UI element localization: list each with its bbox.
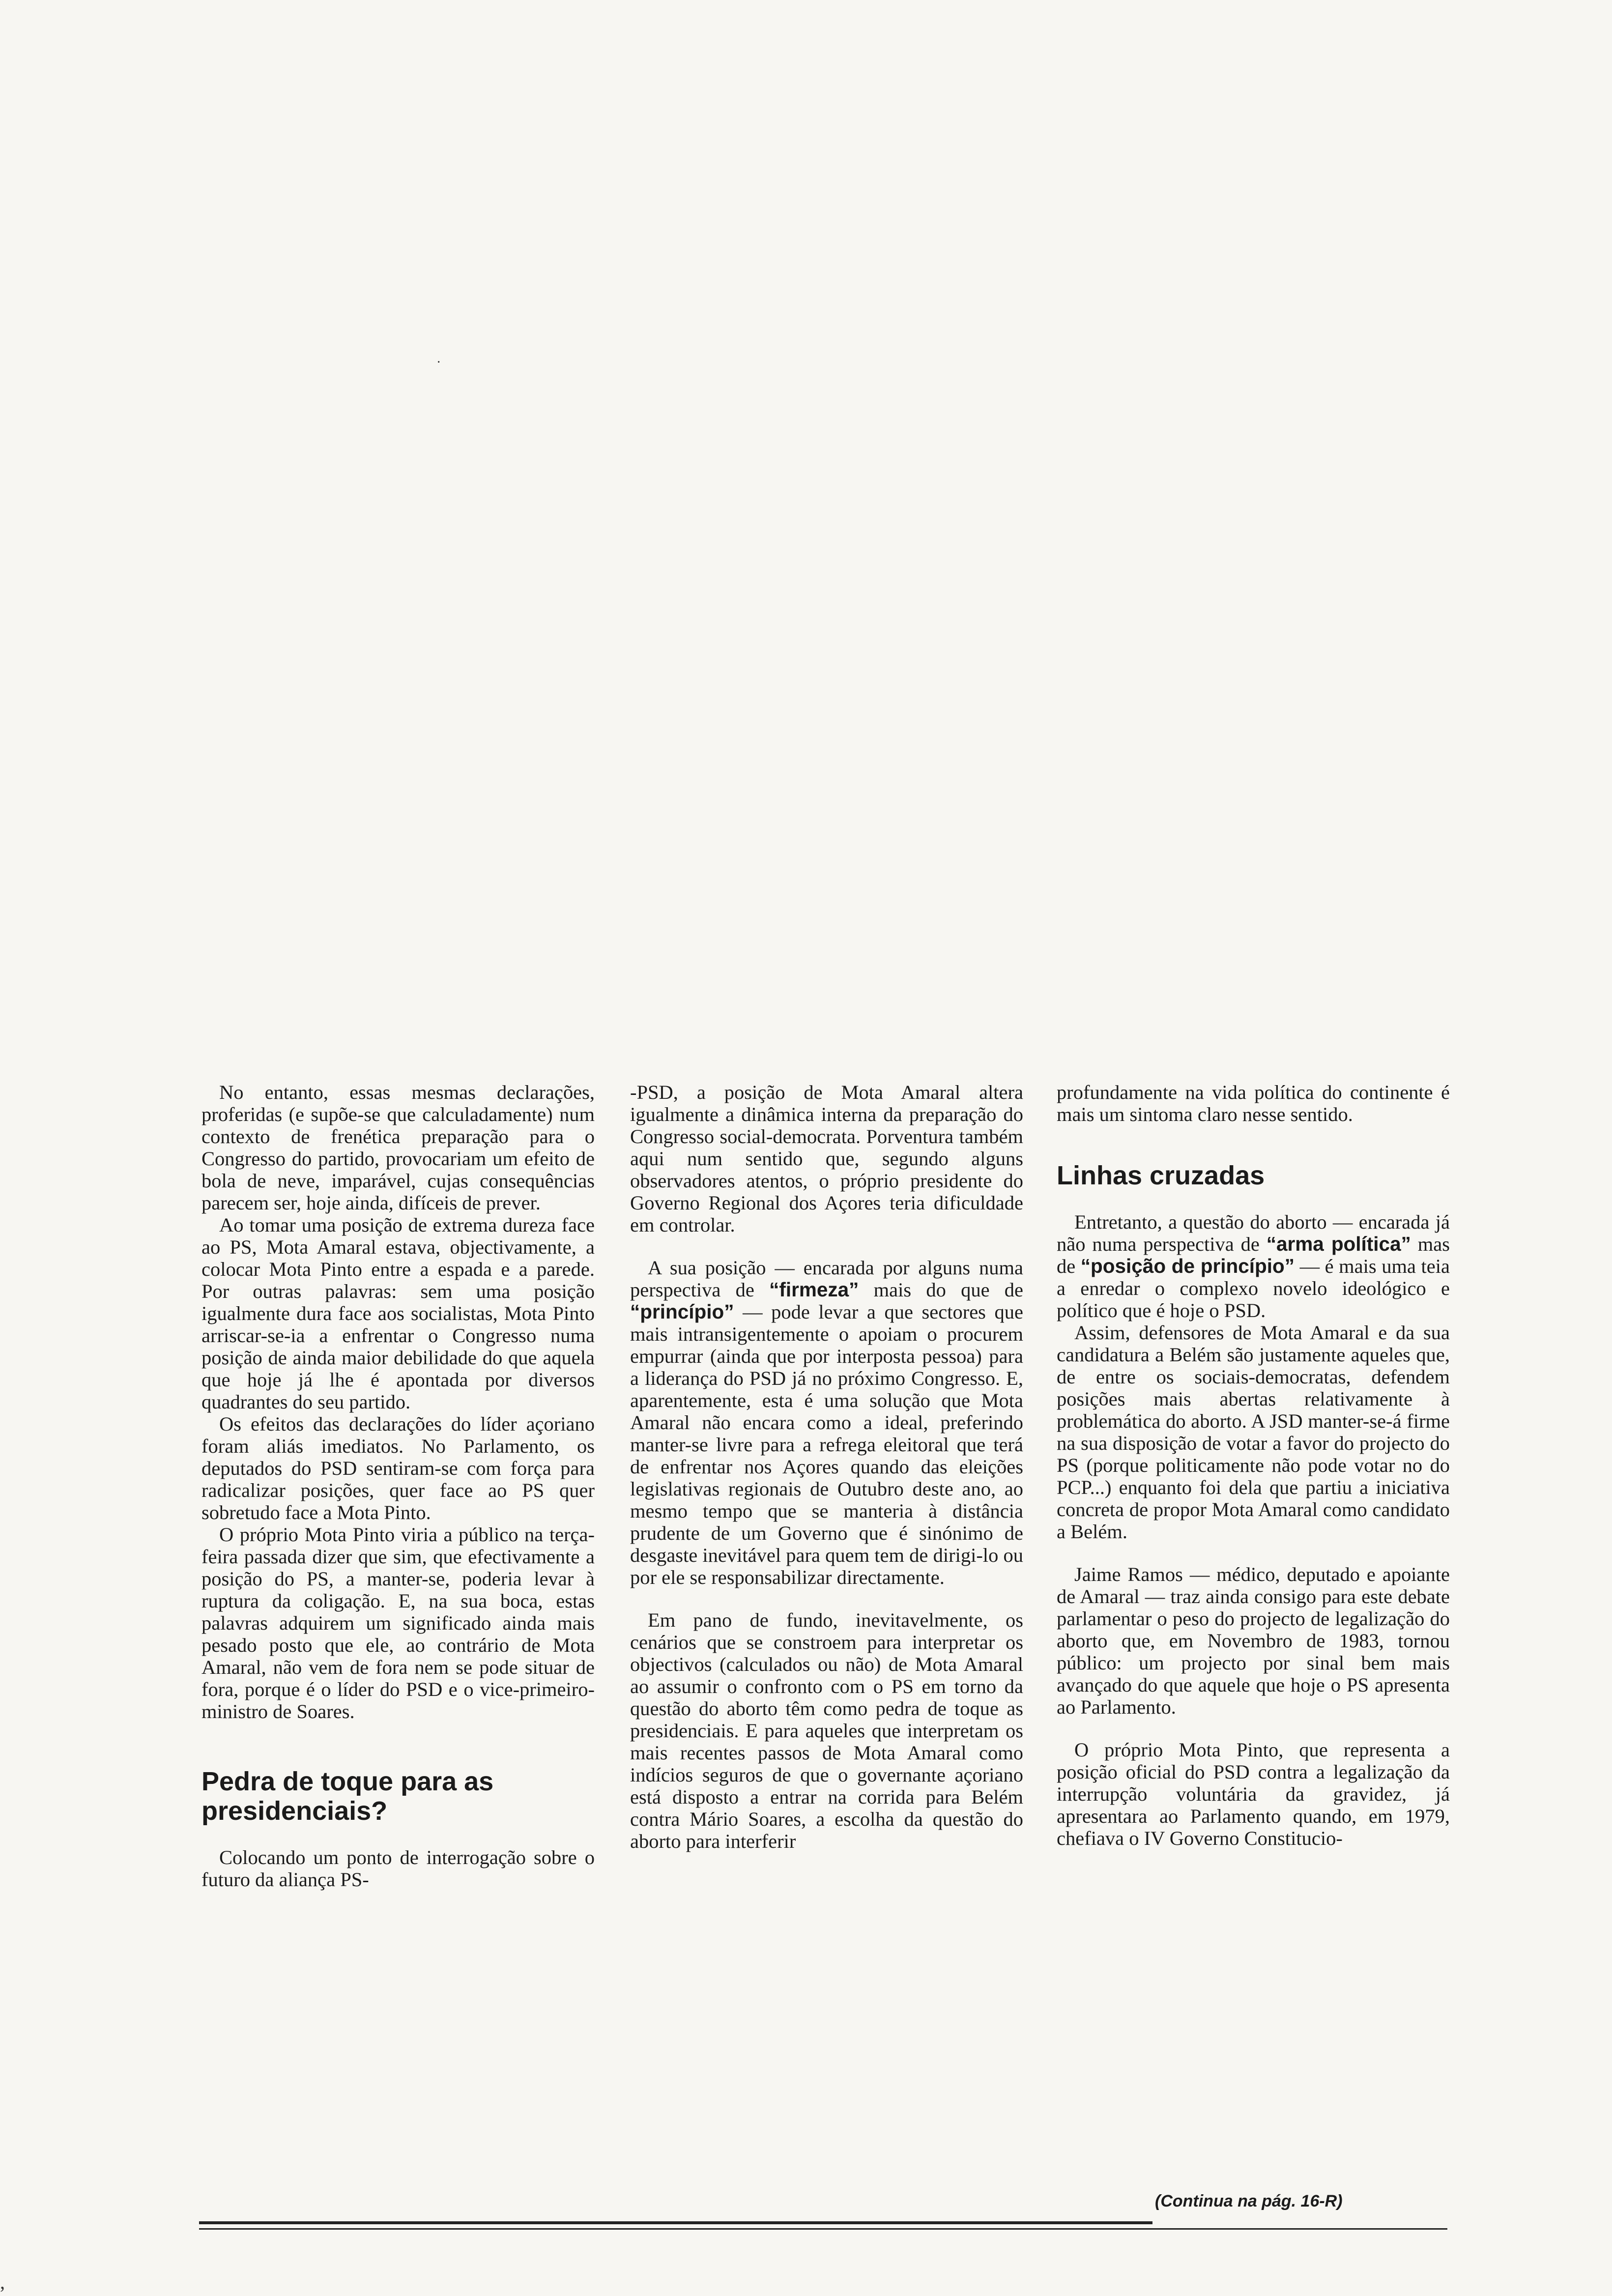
emphasis-posicao-de-principio: “posição de princípio”	[1080, 1255, 1295, 1277]
text-run: A sua posição — encarada por alguns numa perspectiva de	[630, 1257, 1023, 1301]
paragraph: No entanto, essas mesmas declarações, proferidas (e supõe-se que calculadamente) num contexto de frenética preparação para o Congresso do partido, provocariam um efeito de bola de neve, imparável, cujas consequências parecem ser, hoje ainda, difíceis de prever.	[202, 1081, 595, 1214]
section-heading: Linhas cruzadas	[1057, 1161, 1265, 1190]
paragraph: Em pano de fundo, inevitavelmente, os cenários que se constroem para interpretar os objectivos (calculados ou não) de Mota Amaral ao assumir o confronto com o PS em torno da questão do aborto têm como pedra de toque as presidenciais. E para aqueles que interpretam os mais recentes passos de Mota Amaral como indícios seguros de que o governante açoriano está disposto a entrar na corrida para Belém contra Mário Soares, a escolha da questão do aborto para interferir	[630, 1609, 1023, 1852]
text-run: Entretanto, a questão do aborto — encarada já não numa perspectiva de	[1057, 1211, 1450, 1255]
section-heading: Pedra de toque para as presidenciais?	[202, 1767, 494, 1826]
scan-speck: ,	[0, 2271, 5, 2293]
paragraph: Ao tomar uma posição de extrema dureza face ao PS, Mota Amaral estava, objectivamente, a colocar Mota Pinto entre a espada e a parede. Por outras palavras: sem uma posição igualmente dura face aos socialistas, Mota Pinto arriscar-se-ia a enfrentar o Congresso numa posição de ainda maior debilidade do que aquela que hoje já lhe é apontada por diversos quadrantes do seu partido.	[202, 1214, 595, 1413]
paragraph: Assim, defensores de Mota Amaral e da sua candidatura a Belém são justamente aqueles que, de entre os sociais-democratas, defendem posições mais abertas relativamente à problemática do aborto. A JSD manter-se-á firme na sua disposição de votar a favor do projecto do PS (porque politicamente não pode votar no do PCP...) enquanto foi dela que partiu a iniciativa concreta de propor Mota Amaral como candidato a Belém.	[1057, 1321, 1450, 1543]
bottom-rule	[199, 2228, 1447, 2230]
text-run: mais do que de	[859, 1279, 1023, 1301]
paragraph: Colocando um ponto de interrogação sobre o futuro da aliança PS-	[202, 1846, 595, 1891]
paragraph: O próprio Mota Pinto viria a público na terça-feira passada dizer que sim, que efectivamente a posição do PS, a manter-se, poderia levar à ruptura da coligação. E, na sua boca, estas palavras adquirem um significado ainda mais pesado posto que ele, ao contrário de Mota Amaral, não vem de fora nem se pode situar de fora, porque é o líder do PSD e o vice-primeiro-ministro de Soares.	[202, 1523, 595, 1722]
paragraph: Os efeitos das declarações do líder açoriano foram aliás imediatos. No Parlamento, os deputados do PSD sentiram-se com força para radicalizar posições, quer face ao PS quer sobretudo face a Mota Pinto.	[202, 1413, 595, 1523]
text-run: — pode levar a que sectores que mais intransigentemente o apoiam o procurem empurrar (ainda que por interposta pessoa) para a liderança do PSD já no próximo Congresso. E, aparentemente, esta é uma solução que Mota Amaral não encara como a ideal, preferindo manter-se livre para a refrega eleitoral que terá de enfrentar nos Açores quando das eleições legislativas regionais de Outubro deste ano, ao mesmo tempo que se manteria à distância prudente de um Governo que é sinónimo de desgaste inevitável para quem tem de dirigi-lo ou por ele se responsabilizar directamente.	[630, 1301, 1023, 1588]
text-run: — é mais uma teia a enredar o complexo novelo ideológico e político que é hoje o PSD.	[1057, 1255, 1450, 1321]
article-column-1	[202, 1081, 595, 1891]
paragraph	[1057, 1211, 1450, 1321]
emphasis-principio: “princípio”	[630, 1300, 734, 1323]
bottom-rule	[199, 2221, 1152, 2224]
paragraph: O próprio Mota Pinto, que representa a posição oficial do PSD contra a legalização da interrupção voluntária da gravidez, já apresentara ao Parlamento quando, em 1979, chefiava o IV Governo Constitucio-	[1057, 1739, 1450, 1849]
scan-speck: ·	[436, 355, 441, 370]
paragraph: Jaime Ramos — médico, deputado e apoiante de Amaral — traz ainda consigo para este debate parlamentar o peso do projecto de legalização do aborto que, em Novembro de 1983, tornou público: um projecto por sinal bem mais avançado do que aquele que hoje o PS apresenta ao Parlamento.	[1057, 1563, 1450, 1718]
emphasis-arma-politica: “arma política”	[1266, 1233, 1411, 1255]
article-column-2	[630, 1081, 1023, 1852]
paragraph	[630, 1257, 1023, 1588]
paragraph: profundamente na vida política do continente é mais um sintoma claro nesse sentido.	[1057, 1081, 1450, 1125]
text-run: mas de	[1057, 1233, 1450, 1277]
continuation-note: (Continua na pág. 16-R)	[1155, 2192, 1343, 2210]
emphasis-firmeza: “firmeza”	[769, 1278, 859, 1301]
paragraph: -PSD, a posição de Mota Amaral altera igualmente a dinâmica interna da preparação do Congresso social-democrata. Porventura também aqui num sentido que, segundo alguns observadores atentos, o próprio presidente do Governo Regional dos Açores teria dificuldade em controlar.	[630, 1081, 1023, 1236]
article-column-3	[1057, 1081, 1450, 1849]
